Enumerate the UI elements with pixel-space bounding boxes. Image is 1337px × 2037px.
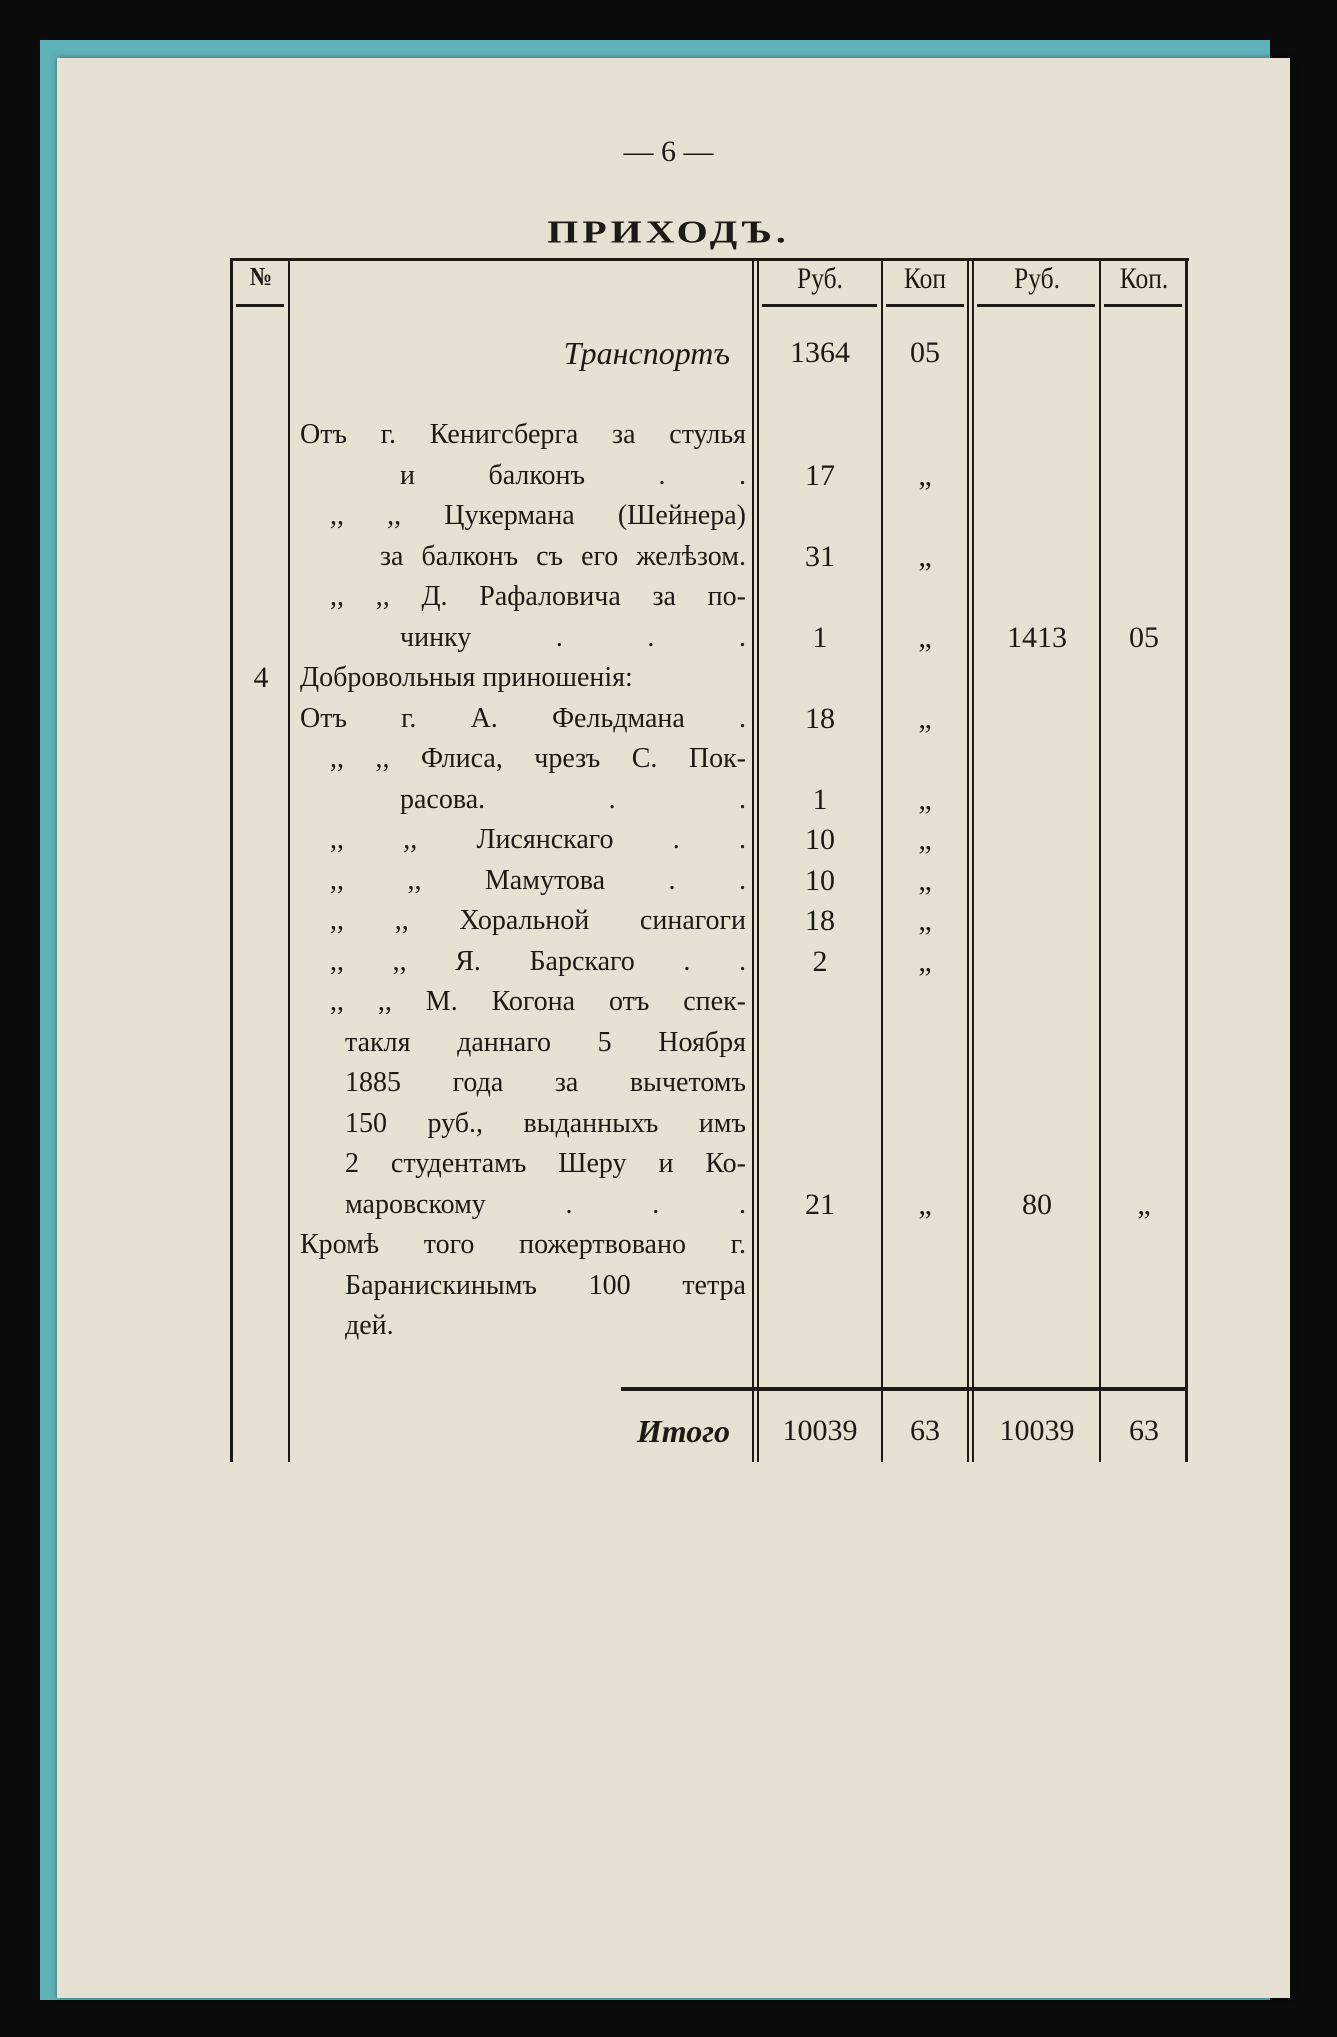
entry-rub: 17 [805,458,835,492]
entry-kop: „ [918,620,932,654]
entry-text: ,, ,, М. Когона отъ спек- [330,986,746,1017]
entry-text: 150 руб., выданныхъ имъ [345,1107,746,1139]
entry-rub: 1 [812,782,828,816]
page-number: — 6 — [623,135,714,168]
col-divider [881,258,883,1462]
entry-text: ,, ,, Флиса, чрезъ С. Пок- [330,743,746,774]
header-rub2: Руб. [1014,262,1060,295]
entry-kop: „ [918,944,932,978]
entry-text: 2 студентамъ Шеру и Ко- [345,1148,746,1179]
subtotal-kop: 05 [1129,620,1159,654]
header-underline [236,304,284,307]
entry-rub: 10 [805,863,835,897]
entry-kop: „ [918,701,932,735]
transport-label: Транспортъ [563,335,730,371]
entry-text: такля даннаго 5 Ноября [345,1026,746,1058]
entry-text: за балконъ съ его желѣзом. [380,540,746,572]
col-divider [757,258,759,1462]
entry-rub: 18 [805,904,835,937]
entry-text: Баранискинымъ 100 тетра [345,1269,746,1301]
subtotal-rub: 1413 [1007,620,1067,654]
total-label: Итого [636,1413,730,1449]
total-kop2: 63 [1129,1414,1159,1447]
col-divider [1099,258,1101,1462]
entry-rub: 10 [805,823,835,856]
header-no: № [249,262,273,291]
page-title: ПРИХОДЪ. [547,213,790,250]
entry-text: Кромѣ того пожертвовано г. [300,1229,746,1260]
subtotal-kop: „ [1137,1187,1151,1221]
entry-kop: „ [918,863,932,897]
entry-text: чинку . . . [400,621,746,653]
entry-rub: 18 [805,701,835,735]
col-divider [752,258,754,1462]
col-divider [967,258,969,1462]
entry-text: ,, ,, Мамутова . . [330,864,746,896]
table-top-border [231,258,1189,261]
header-kop2: Коп. [1119,262,1169,295]
entry-kop: „ [918,904,932,937]
entry-kop: „ [918,823,932,856]
entry-text: Отъ г. А. Фельдмана . [300,702,746,734]
total-kop1: 63 [910,1414,940,1447]
entry-kop: „ [918,539,932,573]
entry-rub: 21 [805,1187,835,1221]
col-divider [972,258,974,1462]
entry-text: ,, ,, Цукермана (Шейнера) [330,500,746,531]
table-right-border [1185,258,1188,1462]
total-rub1: 10039 [782,1414,858,1447]
entry-kop: „ [918,782,932,816]
entry-text: расова. . . [400,783,746,815]
entry-kop: „ [918,1187,932,1221]
header-underline [977,304,1095,307]
entry-text: ,, ,, Я. Барскаго . . [330,945,746,977]
col-divider [288,258,290,1462]
entry-text: Отъ г. Кенигсберга за стулья [300,419,746,450]
entry-text: и балконъ . . [400,459,746,491]
entry-text: дей. [345,1310,394,1341]
table-left-border [230,258,233,1462]
subtotal-rub: 80 [1022,1187,1052,1221]
total-rule [621,1387,1187,1391]
entry-rub: 2 [812,944,828,978]
entry-rub: 31 [805,539,835,573]
entry-text: ,, ,, Хоральной синагоги [330,905,746,936]
entry-rub: 1 [812,620,828,654]
header-underline [1104,304,1182,307]
entry-number: 4 [253,661,269,694]
header-kop1: Коп [903,262,947,295]
entry-text: Добровольныя приношенія: [300,662,633,693]
header-underline [886,304,964,307]
entry-kop: „ [918,458,932,492]
entry-text: ,, ,, Лисянскаго . . [330,824,746,855]
header-rub1: Руб. [797,262,843,295]
header-underline [762,304,877,307]
entry-text: 1885 года за вычетомъ [345,1067,746,1098]
transport-kop: 05 [910,336,940,369]
entry-text: маровскому . . . [345,1188,746,1220]
transport-rub: 1364 [790,336,850,369]
entry-text: ,, ,, Д. Рафаловича за по- [330,581,746,612]
total-rub2: 10039 [999,1414,1075,1447]
